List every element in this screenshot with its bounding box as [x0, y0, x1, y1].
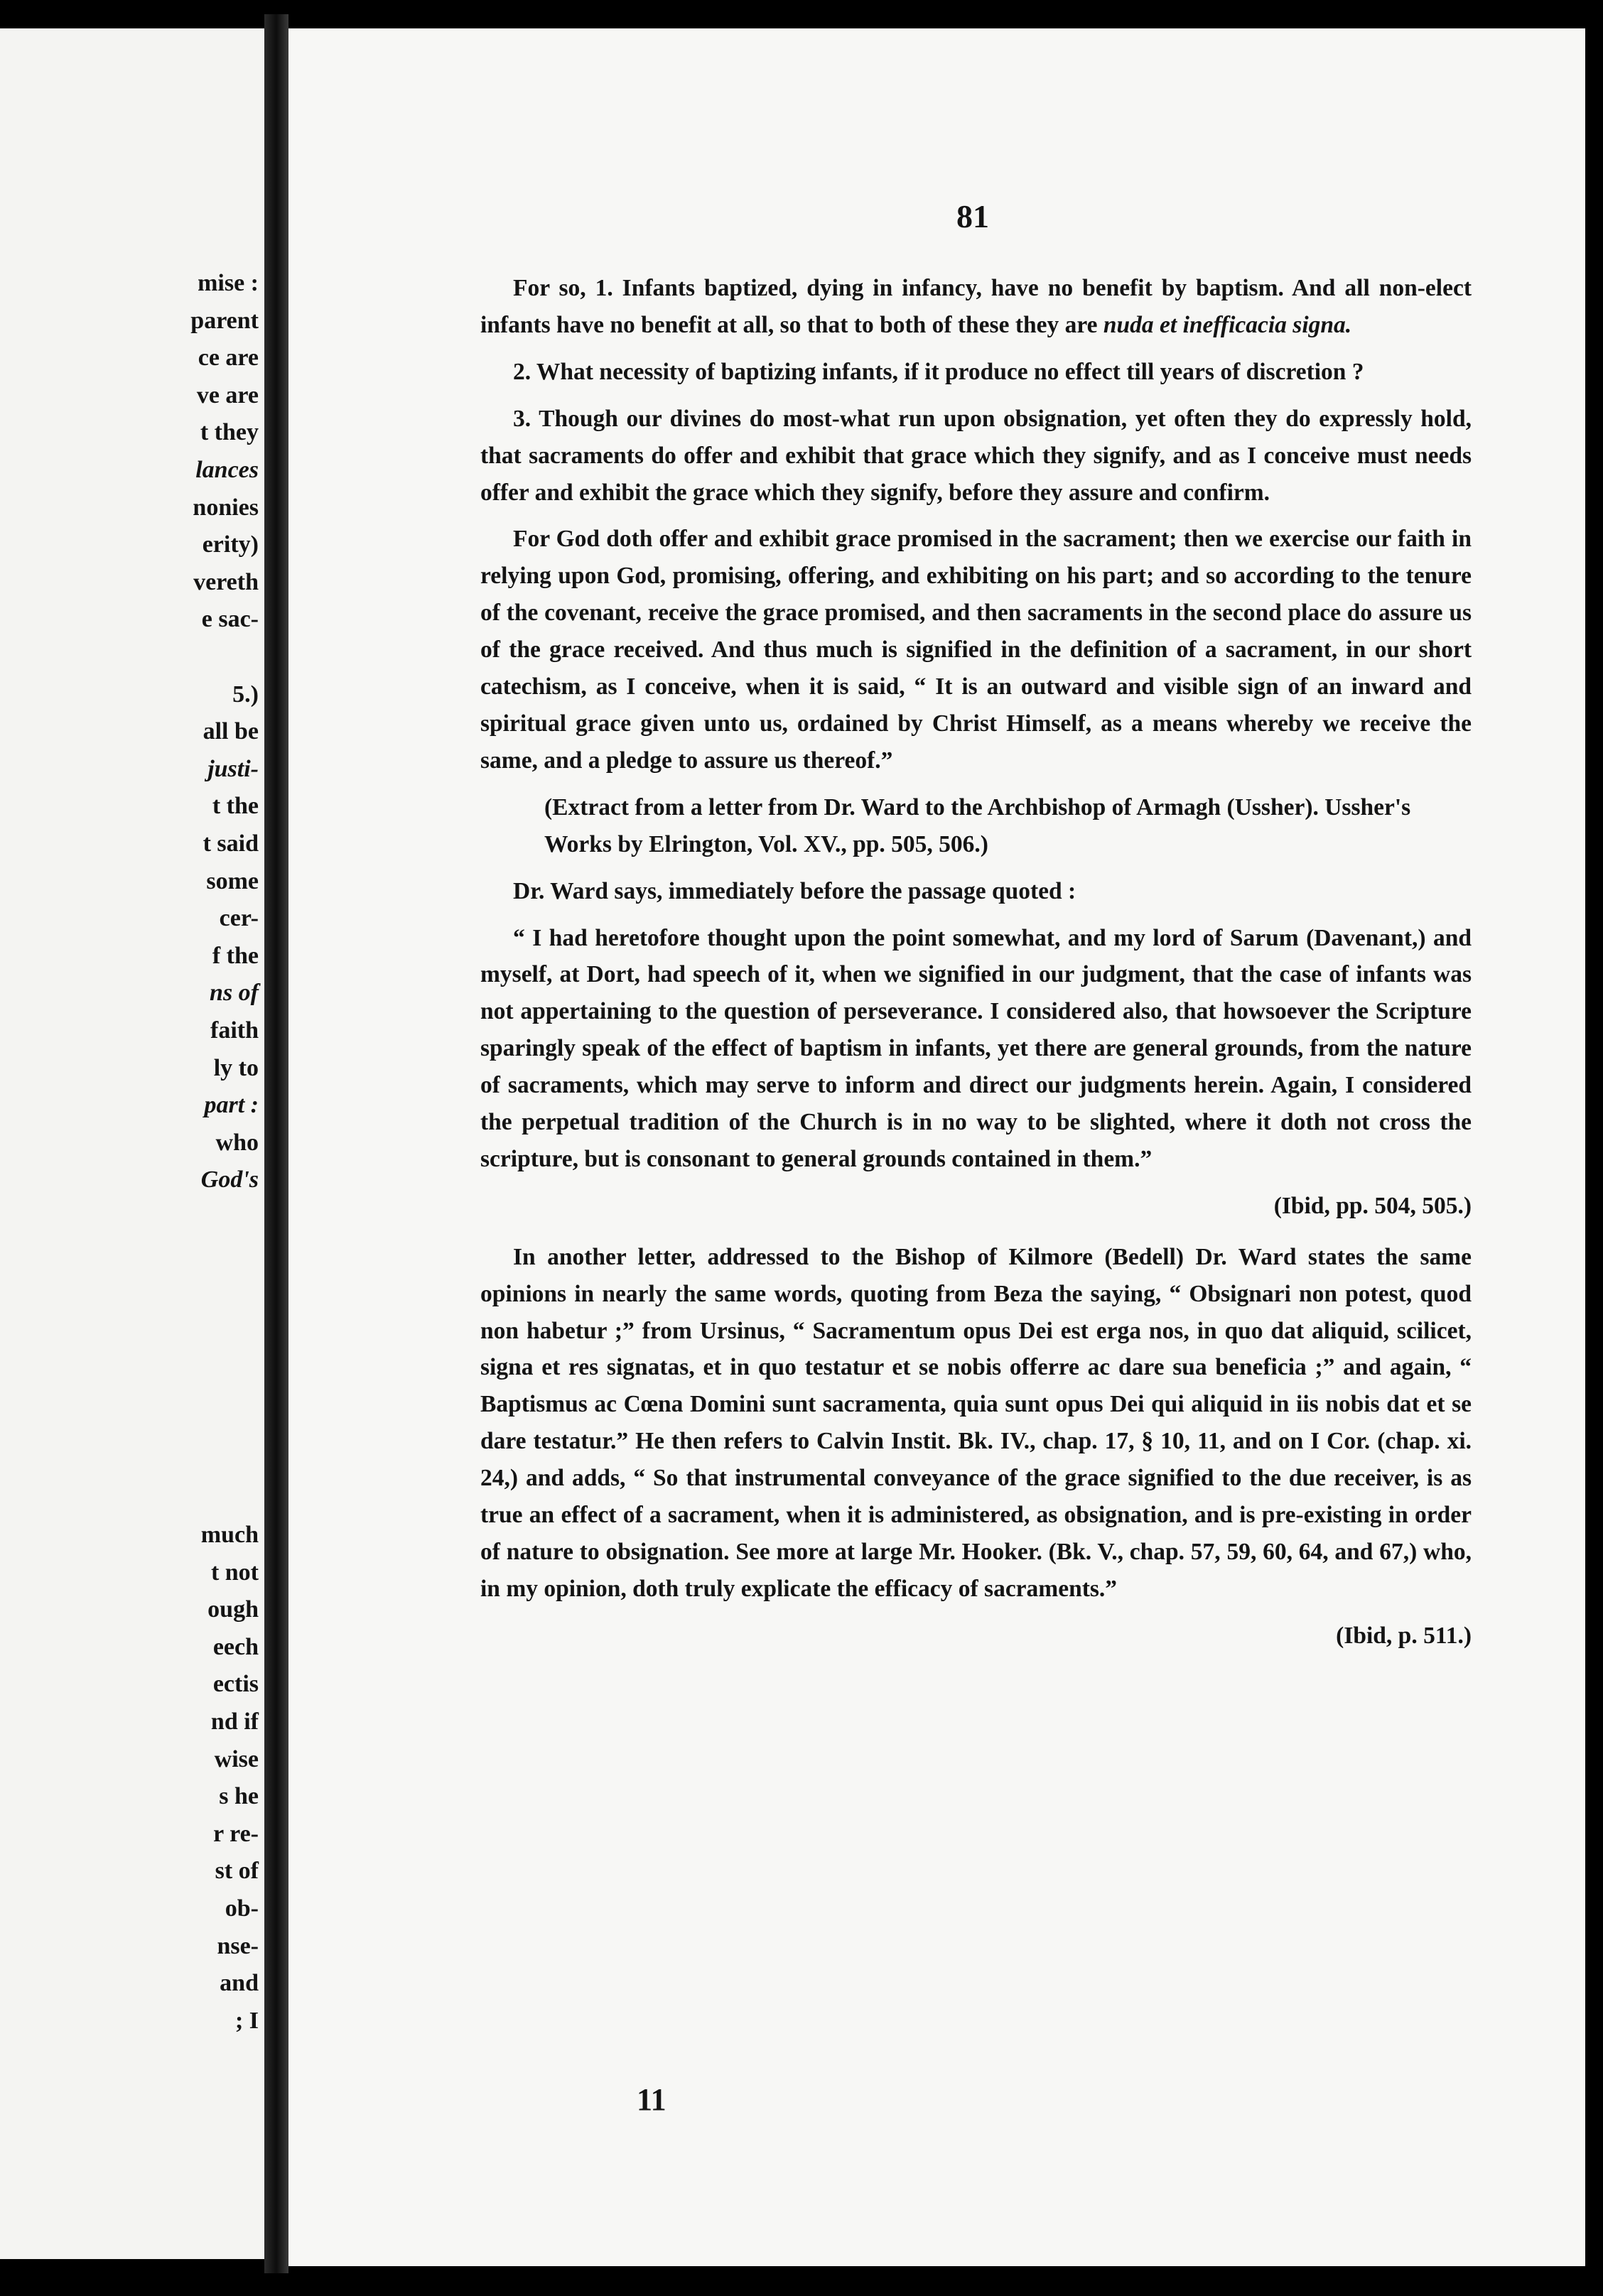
- left-fragment-line: cer-: [219, 905, 259, 932]
- paragraph-2: 2. What necessity of baptizing infants, if it produce no effect till years of discretion ?: [513, 358, 1364, 385]
- left-fragment-line: erity): [202, 531, 259, 558]
- left-fragment-line: e sac-: [201, 606, 259, 633]
- left-fragment-line: nonies: [193, 494, 259, 521]
- left-fragment-line: part :: [204, 1092, 259, 1119]
- left-fragment-line: ly to: [213, 1054, 259, 1081]
- left-fragment-line: ve are: [196, 381, 259, 408]
- left-fragment-line: ns of: [210, 980, 259, 1007]
- left-fragment-line: God's: [200, 1166, 259, 1193]
- left-fragment-line: ectis: [212, 1671, 259, 1698]
- citation-1: (Extract from a letter from Dr. Ward to the Archbishop of Armagh (Ussher). Ussher's Works by Elrington, Vol. XV., pp. 505, 506.): [544, 794, 1411, 857]
- left-fragment-line: wise: [214, 1745, 259, 1772]
- paragraph-6: “ I had heretofore thought upon the point somewhat, and my lord of Sarum (Davenant,) and myself, at Dort, had speech of it, when we signified in our judgment, that the case of infants was not appertaining to the question of perseverance. I considered also, that howsoever the Scripture sparingly speak of the effect of baptism in infants, yet there are general grounds, from the nature of sacraments, which may serve to inform and direct our judgments herein. Again, I considered the perpetual tradition of the Church is in no way to be slighted, where it doth not cross the scripture, but is consonant to general grounds contained in them.”: [480, 924, 1472, 1172]
- left-fragment-line: all be: [203, 718, 259, 745]
- left-fragment-line: ob-: [225, 1895, 259, 1922]
- left-page-edge: [0, 28, 264, 2259]
- left-fragment-line: nse-: [217, 1932, 259, 1959]
- paragraph-5: Dr. Ward says, immediately before the passage quoted :: [513, 877, 1076, 904]
- citation-2: (Ibid, pp. 504, 505.): [1273, 1192, 1472, 1219]
- left-fragment-line: ough: [207, 1596, 259, 1623]
- left-fragment-line: t said: [203, 830, 259, 857]
- left-fragment-line: parent: [190, 307, 259, 334]
- left-fragment-line: and: [220, 1970, 259, 1997]
- left-fragment-line: t the: [212, 793, 259, 820]
- book-spine: [264, 14, 288, 2273]
- left-fragment-line: some: [206, 867, 259, 894]
- paragraph-1-text: For so, 1. Infants baptized, dying in infancy, have no benefit by baptism. And all non-elect infants have no benefit at all, so that to both of these they are: [480, 275, 1472, 338]
- left-fragment-line: r re-: [213, 1820, 259, 1847]
- left-fragment-line: mise :: [198, 270, 259, 296]
- left-fragment-line: faith: [210, 1017, 259, 1044]
- left-fragment-line: t they: [200, 419, 259, 446]
- paragraph-7: In another letter, addressed to the Bishop of Kilmore (Bedell) Dr. Ward states the same opinions in nearly the same words, quoting from Beza the saying, “ Obsignari non potest, quod non habetur ;” from Ursinus, “ Sacramentum opus Dei est erga nos, in quo dat aliquid, scilicet, signa et res signatas, et in quo testatur et se nobis offerre ac dare sua beneficia ;” and again, “ Baptismus ac Cœna Domini sunt sacramenta, quia sunt opus Dei qui aliquid in iis nobis dat et se dare testatur.” He then refers to Calvin Instit. Bk. IV., chap. 17, § 10, 11, and on I Cor. (chap. xi. 24,) and adds, “ So that instrumental conveyance of the grace signified to the due receiver, is as true an effect of a sacrament, when it is administered, as obsignation, and is pre-existing in order of nature to obsignation. See more at large Mr. Hooker. (Bk. V., chap. 57, 59, 60, 64, and 67,) who, in my opinion, doth truly explicate the efficacy of sacraments.”: [480, 1243, 1472, 1602]
- paragraph-3: 3. Though our divines do most-what run upon obsignation, yet often they do expressly hold, that sacraments do offer and exhibit that grace which they signify, and as I conceive must needs offer and exhibit the grace which they signify, before they assure and confirm.: [480, 405, 1472, 506]
- left-fragment-line: who: [215, 1129, 259, 1156]
- page-number: 81: [956, 198, 989, 234]
- left-fragment-line: 5.): [232, 681, 259, 708]
- left-fragment-line: nd if: [210, 1709, 259, 1735]
- left-fragment-line: vereth: [193, 568, 259, 595]
- left-fragment-line: justi-: [207, 755, 259, 782]
- page-body: [480, 270, 1472, 1669]
- left-fragment-line: lances: [195, 457, 259, 483]
- left-fragment-line: much: [200, 1522, 259, 1548]
- paragraph-1: [480, 270, 1472, 344]
- paragraph-4: For God doth offer and exhibit grace promised in the sacrament; then we exercise our faith in relying upon God, promising, offering, and exhibiting on his part; and so according to the tenure of the covenant, receive the grace promised, and then sacraments in the second place do assure us of the grace received. And thus much is signified in the definition of a sacrament, in our short catechism, as I conceive, when it is said, “ It is an outward and visible sign of an inward and spiritual grace given unto us, ordained by Christ Himself, as a means whereby we receive the same, and a pledge to assure us thereof.”: [480, 526, 1472, 774]
- left-fragment-line: st of: [215, 1858, 259, 1885]
- left-fragment-line: eech: [212, 1633, 259, 1660]
- left-fragment-line: ; I: [234, 2007, 259, 2034]
- citation-3: (Ibid, p. 511.): [1336, 1622, 1472, 1649]
- paragraph-1-latin: nuda et inefficacia signa.: [1103, 311, 1352, 338]
- left-fragment-line: ce are: [198, 345, 259, 372]
- left-fragment-line: t not: [210, 1559, 259, 1586]
- left-fragment-line: f the: [212, 942, 259, 969]
- left-fragment-line: s he: [219, 1783, 259, 1810]
- right-page: [288, 28, 1585, 2266]
- signature-mark: 11: [637, 2082, 666, 2117]
